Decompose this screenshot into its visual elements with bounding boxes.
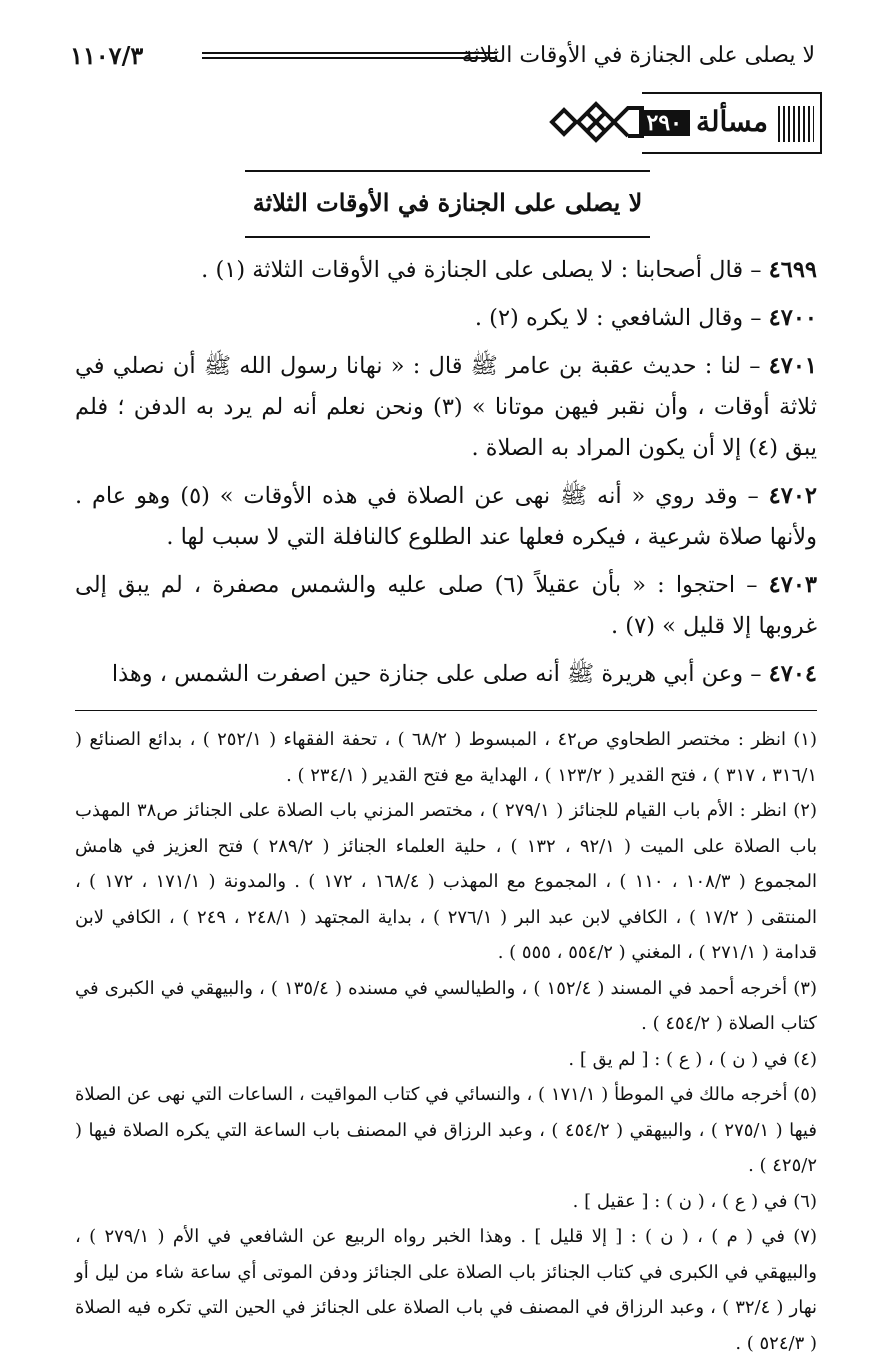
paragraph-number: ٤٦٩٩ [768, 257, 817, 283]
footnote-3: (٣) أخرجه أحمد في المسند ( ١٥٢/٤ ) ، والطيالسي في مسنده ( ١٣٥/٤ ) ، والبيهقي في الكبرى في كتاب الصلاة ( ٤٥٤/٢ ) . [75, 977, 817, 1034]
page-number: ١١٠٧/٣ [70, 41, 144, 70]
footnote-2: (٢) انظر : الأم باب القيام للجنائز ( ٢٧٩/١ ) ، مختصر المزني باب الصلاة على الجنائز ص٣٨ المهذب باب الصلاة على الميت ( ٩٢/١ ، ١٣٢ ) ، حلية العلماء الجنائز ( ٢٨٩/٢ ) فتح العزيز في هامش المجموع ( ١٠٨/٣ ، ١١٠ ) ، المجموع مع المهذب ( ١٦٨/٤ ، ١٧٢ ) . والمدونة ( ١٧١/١ ، ١٧٢ ) ، المنتقى ( ١٧/٢ ) ، الكافي لابن عبد البر ( ٢٧٦/١ ) ، بداية المجتهد ( ٢٤٨/١ ، ٢٤٩ ) ، الكافي لابن قدامة ( ٢٧١/١ ) ، المغني ( ٥٥٤/٢ ، ٥٥٥ ) . [75, 800, 817, 963]
paragraph-number: ٤٧٠٠ [768, 305, 817, 331]
footnote-7: (٧) في ( م ) ، ( ن ) : [ إلا قليل ] . وهذا الخبر رواه الربيع عن الشافعي في الأم ( ٢٧٩/١ ) ، والبيهقي في الكبرى في كتاب الجنائز باب الصلاة على الجنائز ودفن الموتى أي ساعة شاء من ليل أو نهار ( ٣٢/٤ ) ، وعبد الرزاق في المصنف في باب الصلاة على الجنائز في الحين التي تكره فيه الصلاة ( ٥٢٤/٣ ) . [75, 1226, 817, 1354]
banner-frame [642, 92, 822, 154]
footnote-1: (١) انظر : مختصر الطحاوي ص٤٢ ، المبسوط ( ٦٨/٢ ) ، تحفة الفقهاء ( ٢٥٢/١ ) ، بدائع الصنائع ( ٣١٦/١ ، ٣١٧ ) ، فتح القدير ( ١٢٣/٢ ) ، الهداية مع فتح القدير ( ٢٣٤/١ ) . [75, 729, 817, 786]
banner-stripes-ornament [778, 106, 814, 142]
paragraph-text: – وقال الشافعي : لا يكره (٢) . [474, 305, 769, 331]
diamond-ornament-icon [548, 92, 648, 152]
paragraph-text: – وعن أبي هريرة ﷺ أنه صلى على جنازة حين اصفرت الشمس ، وهذا [111, 661, 769, 687]
paragraph-text: – قال أصحابنا : لا يصلى على الجنازة في الأوقات الثلاثة (١) . [201, 257, 769, 283]
paragraph-4702 [75, 476, 817, 558]
footnote-4: (٤) في ( ن ) ، ( ع ) : [ لم يق ] . [568, 1048, 817, 1070]
paragraph-number: ٤٧٠١ [768, 353, 817, 379]
banner-number: ٢٩٠ [639, 110, 690, 136]
banner-label: مسألة [695, 105, 768, 138]
chapter-title: لا يصلى على الجنازة في الأوقات الثلاثة [252, 188, 643, 217]
paragraph-text: – احتجوا : « بأن عقيلاً (٦) صلى عليه والشمس مصفرة ، لم يبق إلى غروبها إلا قليل » (٧) . [75, 572, 817, 639]
paragraph-4701 [75, 346, 817, 469]
paragraph-text: – لنا : حديث عقبة بن عامر ﷺ قال : « نهانا رسول الله ﷺ أن نصلي في ثلاثة أوقات ، وأن نقبر فيهن موتانا » (٣) ونحن نعلم أنه لم يرد به الدفن ؛ فلم يبق (٤) إلا أن يكون المراد به الصلاة . [75, 353, 817, 461]
chapter-title-box [245, 170, 650, 238]
footnotes [75, 722, 817, 1361]
paragraph-4700 [75, 298, 817, 339]
paragraph-4703 [75, 565, 817, 647]
paragraph-number: ٤٧٠٤ [768, 661, 817, 687]
footnote-5: (٥) أخرجه مالك في الموطأ ( ١٧١/١ ) ، والنسائي في كتاب المواقيت ، الساعات التي نهى عن الصلاة فيها ( ٢٧٥/١ ) ، والبيهقي ( ٤٥٤/٢ ) ، وعبد الرزاق في المصنف باب الساعة التي يكره الصلاة فيها ( ٤٢٥/٢ ) . [75, 1084, 817, 1176]
footnote-separator [75, 710, 817, 711]
running-header [70, 40, 815, 80]
running-title: لا يصلى على الجنازة في الأوقات الثلاثة [461, 43, 815, 68]
paragraph-number: ٤٧٠٣ [768, 572, 818, 598]
masala-banner [548, 92, 822, 152]
running-header-rule [202, 52, 497, 59]
paragraph-4704 [75, 654, 817, 695]
footnote-6: (٦) في ( ع ) ، ( ن ) : [ عقيل ] . [572, 1190, 817, 1212]
paragraph-4699 [75, 250, 817, 291]
paragraph-text: – وقد روي « أنه ﷺ نهى عن الصلاة في هذه الأوقات » (٥) وهو عام . ولأنها صلاة شرعية ، فيكره فعلها عند الطلوع كالنافلة التي لا سبب لها . [75, 483, 817, 550]
paragraph-number: ٤٧٠٢ [768, 483, 817, 509]
main-text [75, 250, 817, 702]
